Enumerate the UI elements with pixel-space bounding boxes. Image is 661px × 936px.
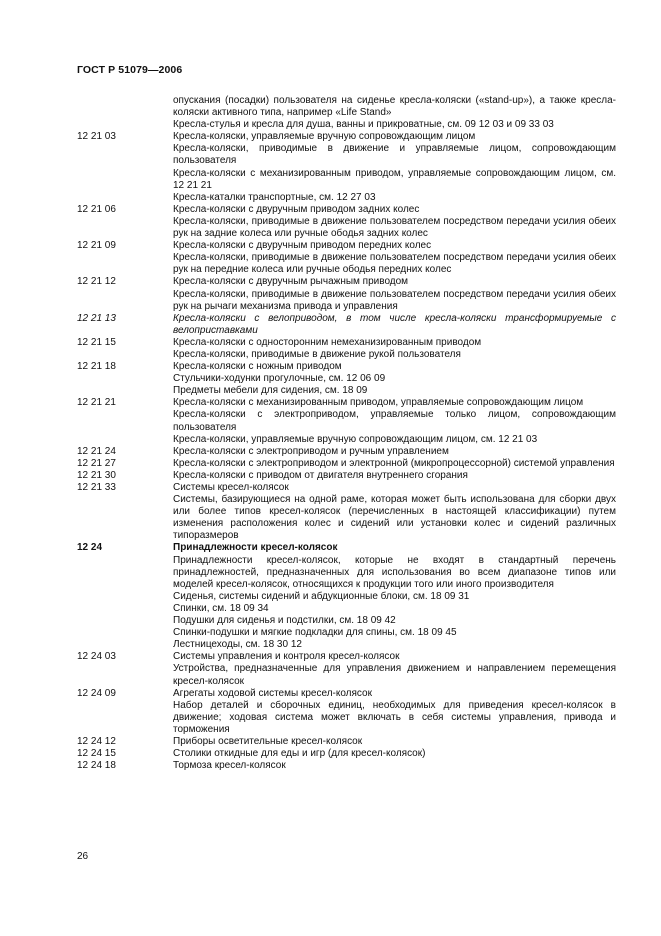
classification-entry <box>77 470 616 482</box>
entry-title: Агрегаты ходовой системы кресел-колясок <box>173 687 372 699</box>
classification-entry <box>77 95 616 131</box>
classification-entry <box>77 748 616 760</box>
entry-description: Набор деталей и сборочных единиц, необходимых для приведения кресел-колясок в движение; ходовая система может включать в себя системы управления, привода и торможения <box>173 699 616 735</box>
entry-description: Кресла-коляски, приводимые в движение и управляемые лицом, сопровождающим пользователя <box>173 143 616 167</box>
entry-code: 12 21 24 <box>77 445 116 457</box>
entry-code: 12 21 30 <box>77 469 116 481</box>
entry-description: Кресла-коляски, управляемые вручную сопровождающим лицом, см. 12 21 03 <box>173 433 538 445</box>
entry-code: 12 21 12 <box>77 276 116 288</box>
entry-code: 12 21 09 <box>77 240 116 252</box>
classification-entry <box>77 337 616 361</box>
entry-description: Стульчики-ходунки прогулочные, см. 12 06 09 <box>173 373 386 385</box>
entry-texts <box>173 204 616 240</box>
entry-title: Кресла-коляски с односторонним немеханизированным приводом <box>173 336 482 348</box>
entry-texts <box>173 361 616 397</box>
entry-title: Кресла-коляски с электроприводом и ручным управлением <box>173 445 449 457</box>
entry-description: Кресла-коляски, приводимые в движение пользователем посредством передачи усилия обеих рук на передние колеса или ручные ободья передних колес <box>173 252 616 276</box>
classification-entry <box>77 651 616 687</box>
entry-title: Приборы осветительные кресел-колясок <box>173 735 363 747</box>
entry-texts <box>173 95 616 131</box>
entry-code: 12 24 18 <box>77 760 116 772</box>
entry-code <box>77 95 173 131</box>
classification-entry <box>77 458 616 470</box>
entry-code: 12 21 33 <box>77 482 116 493</box>
entry-code: 12 21 15 <box>77 336 116 348</box>
entry-texts <box>173 131 616 204</box>
classification-entry <box>77 688 616 736</box>
entry-texts <box>173 276 616 312</box>
entry-description: Кресла-коляски с электроприводом, управляемые только лицом, сопровождающим пользователя <box>173 409 616 433</box>
entry-code: 12 24 15 <box>77 748 116 760</box>
entry-title: Системы управления и контроля кресел-колясок <box>173 651 400 663</box>
entry-description: Спинки, см. 18 09 34 <box>173 602 269 614</box>
document-header: ГОСТ Р 51079—2006 <box>77 64 183 76</box>
entry-code: 12 21 06 <box>77 203 116 215</box>
entry-title: Кресла-коляски с приводом от двигателя внутреннего сгорания <box>173 469 468 481</box>
entry-code: 12 24 12 <box>77 735 116 747</box>
entry-description: Кресла-коляски, приводимые в движение рукой пользователя <box>173 348 461 360</box>
entry-description: Подушки для сиденья и подстилки, см. 18 09 42 <box>173 615 396 627</box>
classification-entry <box>77 482 616 542</box>
entry-description: Сиденья, системы сидений и абдукционные блоки, см. 18 09 31 <box>173 590 470 602</box>
entry-texts <box>173 458 616 470</box>
entry-title: Кресла-коляски с механизированным приводом, управляемые сопровождающим лицом <box>173 397 584 409</box>
entry-title: Кресла-коляски с велоприводом, в том числе кресла-коляски трансформируемые с велоприставками <box>173 312 616 336</box>
classification-entry <box>77 760 616 772</box>
entry-texts <box>173 760 616 772</box>
entry-description: Устройства, предназначенные для управления движением и направлением перемещения кресел-колясок <box>173 663 616 687</box>
entry-texts <box>173 313 616 337</box>
entry-title: Кресла-коляски, управляемые вручную сопровождающим лицом <box>173 131 476 143</box>
classification-list <box>77 95 616 772</box>
entry-code: 12 24 <box>77 542 103 554</box>
entry-code: 12 21 18 <box>77 361 116 373</box>
classification-entry <box>77 542 616 651</box>
entry-description: Системы, базирующиеся на одной раме, которая может быть использована для сборки двух или более типов кресел-колясок (перечисленных в настоящей классификации) путем изменения расположения колес и сидений или установки колес и сидений различных типоразмеров <box>173 494 616 542</box>
entry-description: Кресла-коляски с механизированным приводом, управляемые сопровождающим лицом, см. 12 21 21 <box>173 167 616 191</box>
entry-description: Кресла-стулья и кресла для душа, ванны и прикроватные, см. 09 12 03 и 09 33 03 <box>173 119 554 131</box>
entry-texts <box>173 748 616 760</box>
classification-entry <box>77 313 616 337</box>
classification-entry <box>77 276 616 312</box>
entry-texts <box>173 736 616 748</box>
entry-texts <box>173 651 616 687</box>
classification-entry <box>77 736 616 748</box>
entry-code: 12 21 03 <box>77 131 116 143</box>
entry-texts <box>173 542 616 651</box>
entry-description: Кресла-коляски, приводимые в движение пользователем посредством передачи усилия обеих рук на рычаги механизма привода и управления <box>173 288 616 312</box>
entry-title: Принадлежности кресел-колясок <box>173 542 338 554</box>
classification-entry <box>77 204 616 240</box>
classification-entry <box>77 131 616 204</box>
entry-title: Кресла-коляски с ножным приводом <box>173 361 342 373</box>
entry-description: Принадлежности кресел-колясок, которые не входят в стандартный перечень принадлежностей, предназначенных для использования во всем диапазоне типов или моделей кресел-колясок, относящихся к продукции того или иного производителя <box>173 554 616 590</box>
entry-texts <box>173 337 616 361</box>
entry-description: Кресла-каталки транспортные, см. 12 27 03 <box>173 191 376 203</box>
entry-description: Лестницеходы, см. 18 30 12 <box>173 639 302 651</box>
classification-entry <box>77 361 616 397</box>
entry-code: 12 21 21 <box>77 397 116 409</box>
entry-title: Кресла-коляски с двуручным рычажным приводом <box>173 276 409 288</box>
classification-entry <box>77 240 616 276</box>
page-number: 26 <box>77 851 89 862</box>
entry-title: Тормоза кресел-колясок <box>173 760 286 772</box>
entry-texts <box>173 240 616 276</box>
entry-title: опускания (посадки) пользователя на сиденье кресла-коляски («stand-up»), а также кресла-коляски активного типа, например «Life Stand» <box>173 95 616 119</box>
entry-title: Кресла-коляски с электроприводом и электронной (микропроцессорной) системой управления <box>173 457 615 469</box>
entry-description: Предметы мебели для сидения, см. 18 09 <box>173 385 368 397</box>
entry-code: 12 21 27 <box>77 457 116 469</box>
classification-entry <box>77 397 616 445</box>
entry-texts <box>173 446 616 458</box>
entry-description: Спинки-подушки и мягкие подкладки для спины, см. 18 09 45 <box>173 627 457 639</box>
entry-texts <box>173 397 616 445</box>
entry-title: Столики откидные для еды и игр (для кресел-колясок) <box>173 748 426 760</box>
entry-code: 12 24 03 <box>77 651 116 663</box>
entry-title: Системы кресел-колясок <box>173 482 289 493</box>
entry-texts <box>173 688 616 736</box>
entry-texts <box>173 470 616 482</box>
entry-title: Кресла-коляски с двуручным приводом задних колес <box>173 203 420 215</box>
entry-code: 12 24 09 <box>77 687 116 699</box>
classification-entry <box>77 446 616 458</box>
entry-texts <box>173 482 616 542</box>
entry-description: Кресла-коляски, приводимые в движение пользователем посредством передачи усилия обеих рук на задние колеса или ручные ободья задних колес <box>173 215 616 240</box>
entry-code: 12 21 13 <box>77 312 116 324</box>
entry-title: Кресла-коляски с двуручным приводом передних колес <box>173 240 432 252</box>
